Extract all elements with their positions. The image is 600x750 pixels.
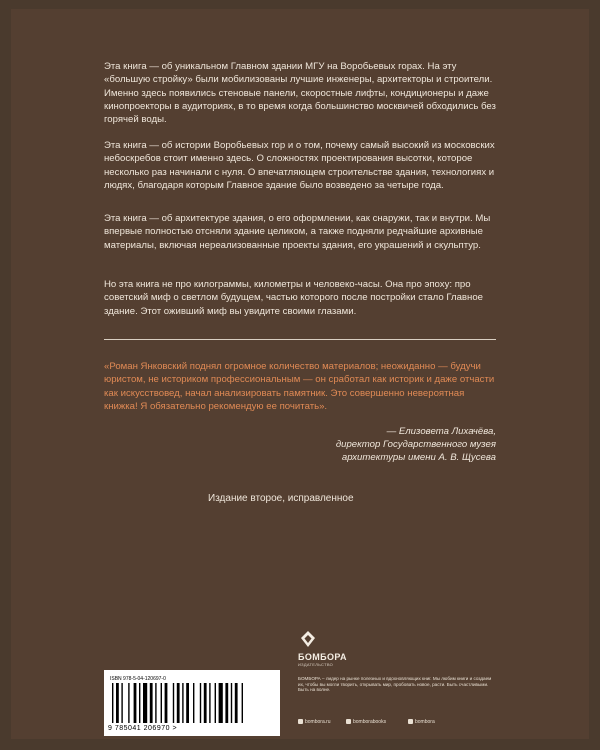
barcode-stripe [231,683,232,723]
social-website[interactable]: bombora.ru [298,719,331,725]
barcode-stripe [200,683,201,723]
barcode-stripe [150,683,153,723]
barcode-stripe [193,683,194,723]
barcode-digits: 9 785041 206970 > [108,725,178,732]
barcode-stripe [204,683,207,723]
telegram-icon [408,719,413,724]
review-quote: «Роман Янковский поднял огромное количество материалов; неожиданно — будучи юристом, не историком профессиональным — он сработал как историк и даже отчасти как искусствовед, начал анализировать памятник. Это совершенно невероятная книжка! Я обязательно рекомендую ее почитать». [104,361,495,412]
barcode-label [104,670,280,736]
barcode-stripe [128,683,129,723]
barcode-stripe [161,683,162,723]
barcode-stripe [134,683,137,723]
publisher-name: БОМБОРА [298,652,347,662]
barcode-stripe [139,683,140,723]
description-paragraph-3: Эта книга — об архитектуре здания, о его оформлении, как снаружи, так и внутри. Мы впервые полностью отсняли здание целиком, а также подняли редчайшие архивные материалы, включая нереализованные проекты здания, его украшений и скульптур. [104,213,491,251]
barcode-stripe [209,683,210,723]
publisher-subtitle: ИЗДАТЕЛЬСТВО [298,662,334,667]
barcode-stripe [121,683,122,723]
barcode-stripe [219,683,223,723]
social-vk[interactable]: bomborabooks [346,719,386,725]
barcode-stripe [155,683,156,723]
publisher-socials [298,719,498,729]
barcode-stripe [182,683,183,723]
publisher-description: БОМБОРА – лидер на рынке полезных и вдохновляющих книг. Мы любим книги и создаем их, чтобы вы могли творить, открывать мир, пробовать новое, расти. Быть счастливыми. Быть на волне. [298,676,492,693]
description-paragraph-1: Эта книга — об уникальном Главном здании МГУ на Воробьевых горах. На эту «большую стройку» были мобилизованы лучшие инженеры, архитекторы и строители. Именно здесь появились стеновые панели, скоростные лифты, кондиционеры и даже кинопроекторы в аудиториях, в то время когда большинство москвичей обходились без горячей воды. [104,61,496,126]
barcode-stripe [225,683,228,723]
isbn-text: ISBN 978-5-04-120697-0 [110,676,166,682]
barcode-stripe [242,683,243,723]
barcode-stripe [235,683,238,723]
barcode-stripe [173,683,174,723]
web-icon [298,719,303,724]
quote-author-role-2: архитектуры имени А. В. Щусева [341,452,496,463]
divider-line [104,339,496,340]
edition-note: Издание второе, исправленное [208,493,354,504]
barcode-stripe [215,683,216,723]
description-paragraph-2: Эта книга — об истории Воробьевых гор и о том, почему самый высокий из московских небоскребов стоит именно здесь. О сложностях проектирования высотки, которое несколько раз начинали с нуля. О впечатляющем строительстве здания, технологиях и людях, благодаря которым Главное здание было возведено за четыре года. [104,140,495,191]
bombora-logo-icon [300,630,316,648]
barcode-stripe [186,683,189,723]
barcode-stripe [112,683,113,723]
barcode-stripe [143,683,147,723]
quote-author: — Елизовета Лихачёва, [386,426,496,437]
social-telegram[interactable]: bombora [408,719,435,725]
quote-author-role-1: директор Государственного музея [335,439,496,450]
barcode-stripe [165,683,168,723]
description-paragraph-4: Но эта книга не про килограммы, километры и человеко-часы. Она про эпоху: про советский миф о светлом будущем, частью которого после постройки стало Главное здание. Этот оживший миф вы увидите своими глазами. [104,279,483,317]
barcode-icon [110,683,274,725]
vk-icon [346,719,351,724]
barcode-stripe [116,683,119,723]
barcode-stripe [177,683,180,723]
